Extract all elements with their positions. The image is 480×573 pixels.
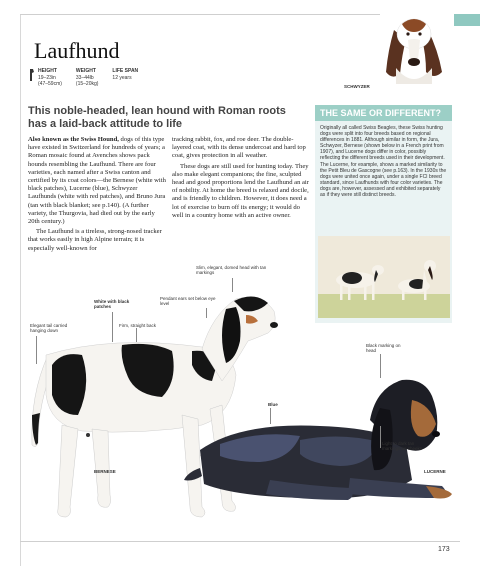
stat-label: WEIGHT [75,68,96,74]
body-column-2 [172,136,310,222]
leader-line [136,328,137,342]
page-title: Laufhund [34,38,120,63]
stat-value: 33–44lb [75,75,94,81]
leader-line [232,278,233,292]
leader-line [380,426,381,448]
label-tan-markings: Light to dark tan markings on cheeks [382,441,423,451]
stat-value-metric: (47–59cm) [38,81,62,87]
label-firm-back: Firm, straight back [119,323,157,328]
stat-label: LIFE SPAN [112,68,139,74]
footer-rule [20,541,460,542]
leader-line [270,408,271,424]
label-bernese: BERNESE [94,469,116,474]
label-pendant-ears: Pendant ears set below eye level [160,296,216,306]
schwyzer-dog-image [376,10,452,90]
leader-line [380,354,381,378]
stat-weight [76,68,99,87]
stat-lifespan [112,68,138,87]
body-paragraph: tracking rabbit, fox, and roe deer. The double-layered coat, with its dense undercoat and hard top coat, gives protection in all weather. [172,136,306,160]
bernese-print-image [318,236,450,318]
stat-height [38,68,62,87]
schwyzer-label: SCHWYZER [344,84,370,89]
lucerne-dog-image [180,370,470,510]
stat-value: 12 years [112,75,132,81]
leader-line [206,308,207,318]
stat-value: 19–23in [38,75,56,81]
body-column-1 [28,136,166,255]
body-paragraph: These dogs are still used for hunting today. They also make elegant companions; the fine, sculpted head and good proportions lend the Laufhund an air of nobility. At home the breed is relaxed and docile, and is friendly to children. However, it does need a lot of exercise to burn off its energy; it would do well in a country home with an active owner. [172,162,309,219]
stat-value-metric: (15–20kg) [75,81,99,87]
size-silhouette-icon [28,68,36,82]
section-tab [454,14,480,26]
label-white-black: White with black patches [94,299,130,309]
sidebar-text: Originally all called Swiss Beagles, these Swiss hunting dogs were split into four breeds based on regional differences in 1881. Although similar in form, the Jura, Schwyzer, Bernese (shown below in a French print from 1907), and Lucerne dogs differ in color, possibly reflecting the different breeds used in their development. The Lucerne, for example, shows a marked similarity to the Petit Bleu de Gascogne (see p.163). In the 1930s the dogs were united once again, under a single FCI breed standard, since Laufhunds with four color varieties. The dogs are, however, assessed and exhibited separately as if they were still distinct breeds. [320,125,447,199]
lead-in: Also known as the Swiss Hound, [28,136,119,143]
leader-line [112,312,113,342]
top-rule [20,14,380,15]
label-slim-head: Slim, elegant, domed head with tan markings [196,265,267,275]
page-number: 173 [438,546,450,553]
label-black-marking: Black marking on head [366,343,401,353]
paragraph-text: dogs of this type have existed in Switzerland for hundreds of years; a Roman mosaic found at Avenches shows pack hounds resembling the Laufhund. There are four varieties, each named after a Swiss canton and certified by its coat colors—the Bernese (white with black patches), Lucerne (blue), Schwyzer Laufhunds (white with red patches), and Bruno Jura (tan with black blanket; see p.140). (A further variety, the Thurgovia, had died out by the early 20th century.) [28,136,166,226]
stat-label: HEIGHT [38,68,57,74]
sidebar-heading: THE SAME OR DIFFERENT? [315,105,452,121]
leader-line [36,336,37,364]
label-lucerne: LUCERNE [424,469,446,474]
label-elegant-tail: Elegant tail carried hanging down [30,323,68,333]
body-paragraph [28,136,166,226]
label-blue: Blue [268,402,278,407]
stats-row [38,68,138,87]
body-paragraph: The Laufhund is a tireless, strong-nosed tracker that works easily in high Alpine terrain; it is especially well-known for [28,228,162,252]
subheading: This noble-headed, lean hound with Roman roots has a laid-back attitude to life [28,105,286,130]
